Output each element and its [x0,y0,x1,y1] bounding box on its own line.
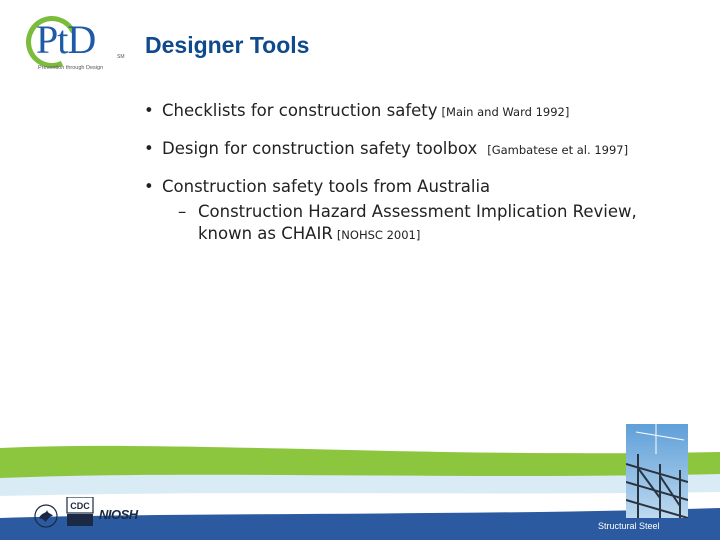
bullet-dot-icon: • [144,101,154,120]
bullet-list [140,100,700,246]
bullet-item [140,138,700,161]
niosh-logo: NIOSH [99,507,138,522]
bullet-reference: [Gambatese et al. 1997] [487,143,629,157]
cdc-label: CDC [70,501,90,511]
sub-bullet-reference: [NOHSC 2001] [336,228,421,242]
bullet-dot-icon: • [144,139,154,158]
dash-icon: – [178,202,187,221]
hhs-eagle-icon [34,504,58,528]
cdc-logo [66,497,94,527]
logo-tagline: Prevention through Design [38,65,104,71]
sub-bullet-item [140,201,700,246]
sub-bullet-line-1: Construction Hazard Assessment Implication Review, [198,202,637,221]
sub-bullet-text: known as CHAIR [198,224,333,243]
ptd-logo [26,14,126,72]
structural-steel-photo [626,424,688,518]
logo-trademark: SM [117,54,125,60]
bullet-item [140,100,700,123]
bullet-dot-icon: • [144,177,154,196]
bullet-text: Design for construction safety toolbox [162,139,478,158]
bullet-reference: [Main and Ward 1992] [441,105,570,119]
sub-bullet-line-2 [198,223,700,246]
photo-caption: Structural Steel [598,521,660,531]
slide-title: Designer Tools [145,32,310,58]
bullet-text: Checklists for construction safety [162,101,438,120]
logo-mark: PtD [36,17,96,62]
bullet-item [140,176,700,198]
bullet-text: Construction safety tools from Australia [162,177,491,196]
